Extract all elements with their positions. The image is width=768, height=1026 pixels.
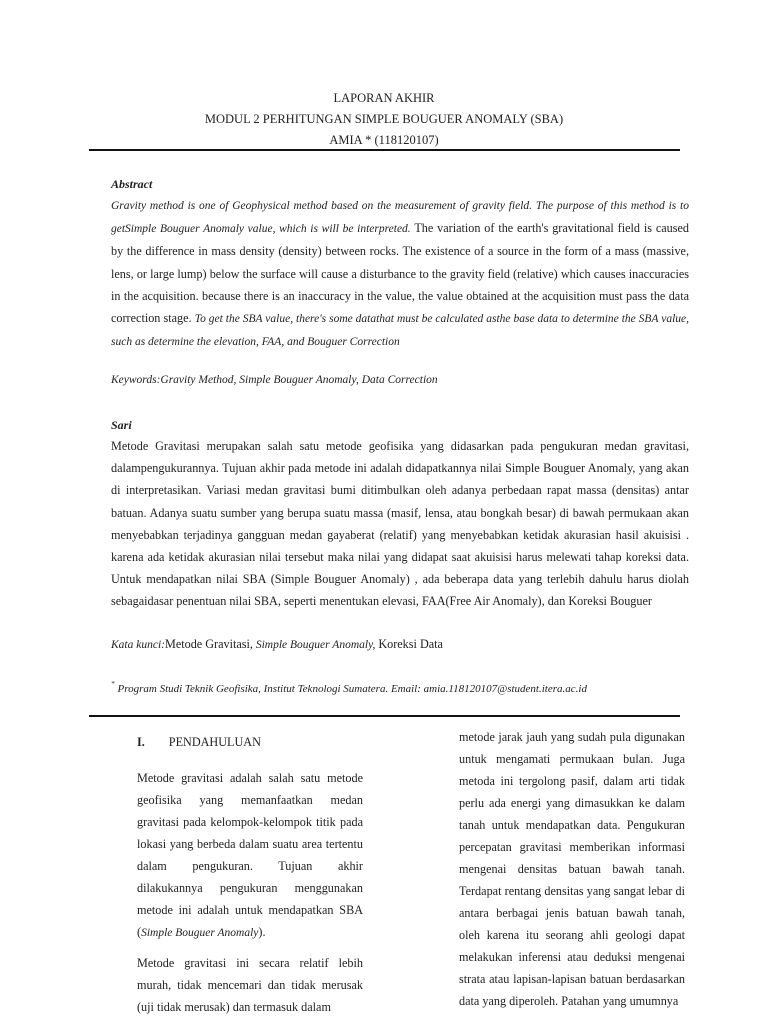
abstract-title: Abstract [111,177,153,191]
intro-p1-end: ). [258,925,266,939]
sari-keywords [111,637,443,652]
author-line: AMIA * (118120107) [329,133,439,147]
section-heading [137,731,363,753]
header-divider [89,149,680,151]
intro-paragraph-1 [137,767,363,944]
section-heading-text: PENDAHULUAN [168,735,261,749]
sari-body [111,435,689,613]
abstract-italic-outro: To get the SBA value, there's some datathat must be calculated asthe base data to determine the SBA value, such as determine the elevation, FAA, and Bouguer Correction [111,313,689,349]
intro-p1-text: Metode gravitasi adalah salah satu metode geofisika yang memanfaatkan medan gravitasi pada kelompok-kelompok titik pada lokasi yang berbeda dalam suatu area tertentu dalam pengukuran. Tujuan akhir dilakukannya pengukuran menggunakan metode ini adalah untuk mendapatkan SBA ( [137,771,363,939]
intro-p1-italic: Simple Bouguer Anomaly [141,927,259,939]
sari-text: Metode Gravitasi merupakan salah satu metode geofisika yang didasarkan pada pengukuran medan gravitasi, dalampengukurannya. Tujuan akhir pada metode ini adalah didapatkannya nilai Simple Bouguer Anomaly, yang akan di interpretasikan. Variasi medan gravitasi bumi ditimbulkan oleh adanya perbedaan rapat massa (densitas) antar batuan. Adanya suatu sumber yang berupa suatu massa (masif, lensa, atau bongkah besar) di bawah permukaan akan menyebabkan terjadinya gangguan medan gayaberat (relatif) yang menyebabkan ketidak akurasian hasil akuisisi . karena ada ketidak akurasian nilai tersebut maka nilai yang didapat saat akuisisi harus melewati tahap koreksi data. Untuk mendapatkan nilai SBA (Simple Bouguer Anomaly) , ada beberapa data yang terlebih dahulu harus diolah sebagaidasar penentuan nilai SBA, seperti menentukan elevasi, FAA(Free Air Anomaly), dan Koreksi Bouguer [111,439,689,609]
keywords-label: Kata kunci: [111,639,165,651]
footnote-mark: * [111,680,115,688]
intro-paragraph-2: Metode gravitasi ini secara relatif lebih murah, tidak mencemari dan tidak merusak (uji tidak merusak) dan termasuk dalam [137,956,363,1014]
keyword-1: Metode Gravitasi, [164,637,253,651]
report-title: LAPORAN AKHIR [333,91,435,105]
section-number: I. [137,735,145,749]
footnote [111,680,587,695]
abstract-body [111,194,689,353]
footnote-text: Program Studi Teknik Geofisika, Institut Teknologi Sumatera. Email: amia.118120107@student.itera.ac.id [117,683,587,695]
body-divider [89,715,680,717]
sari-title: Sari [111,418,132,432]
keyword-2: Simple Bouguer Anomaly, [255,639,376,651]
right-paragraph-1: metode jarak jauh yang sudah pula digunakan untuk mengamati permukaan bulan. Juga metoda ini tergolong pasif, dalam arti tidak perlu ada energi yang dimasukkan ke dalam tanah untuk mendapatkan data. Pengukuran percepatan gravitasi memberikan informasi mengenai densitas batuan bawah tanah. Terdapat rentang densitas yang sangat lebar di antara berbagai jenis batuan bawah tanah, oleh karena itu seorang ahli geologi dapat melakukan inferensi atau deduksi mengenai strata atau lapisan-lapisan batuan berdasarkan data yang diperoleh. Patahan yang umumnya [459,730,685,1008]
abstract-keywords: Keywords:Gravity Method, Simple Bouguer Anomaly, Data Correction [111,374,438,386]
keyword-3: Koreksi Data [378,637,443,651]
abstract-italic-intro: Gravity method is one of Geophysical method based on the measurement of gravity field. The purpose of this method is to getSimple Bouguer Anomaly value, which is will be interpreted. [111,200,689,236]
right-column [459,726,685,1020]
module-title: MODUL 2 PERHITUNGAN SIMPLE BOUGUER ANOMALY (SBA) [204,112,564,126]
abstract-text: The variation of the earth's gravitational field is caused by the difference in mass density (density) between rocks. The existence of a source in the form of a mass (massive, lens, or large lump) below the surface will cause a disturbance to the gravity field (relative) which causes inaccuracies in the acquisition. because there is an inaccuracy in the value, the value obtained at the acquisition must pass the data correction stage. [111,221,689,326]
left-column [137,731,363,1026]
